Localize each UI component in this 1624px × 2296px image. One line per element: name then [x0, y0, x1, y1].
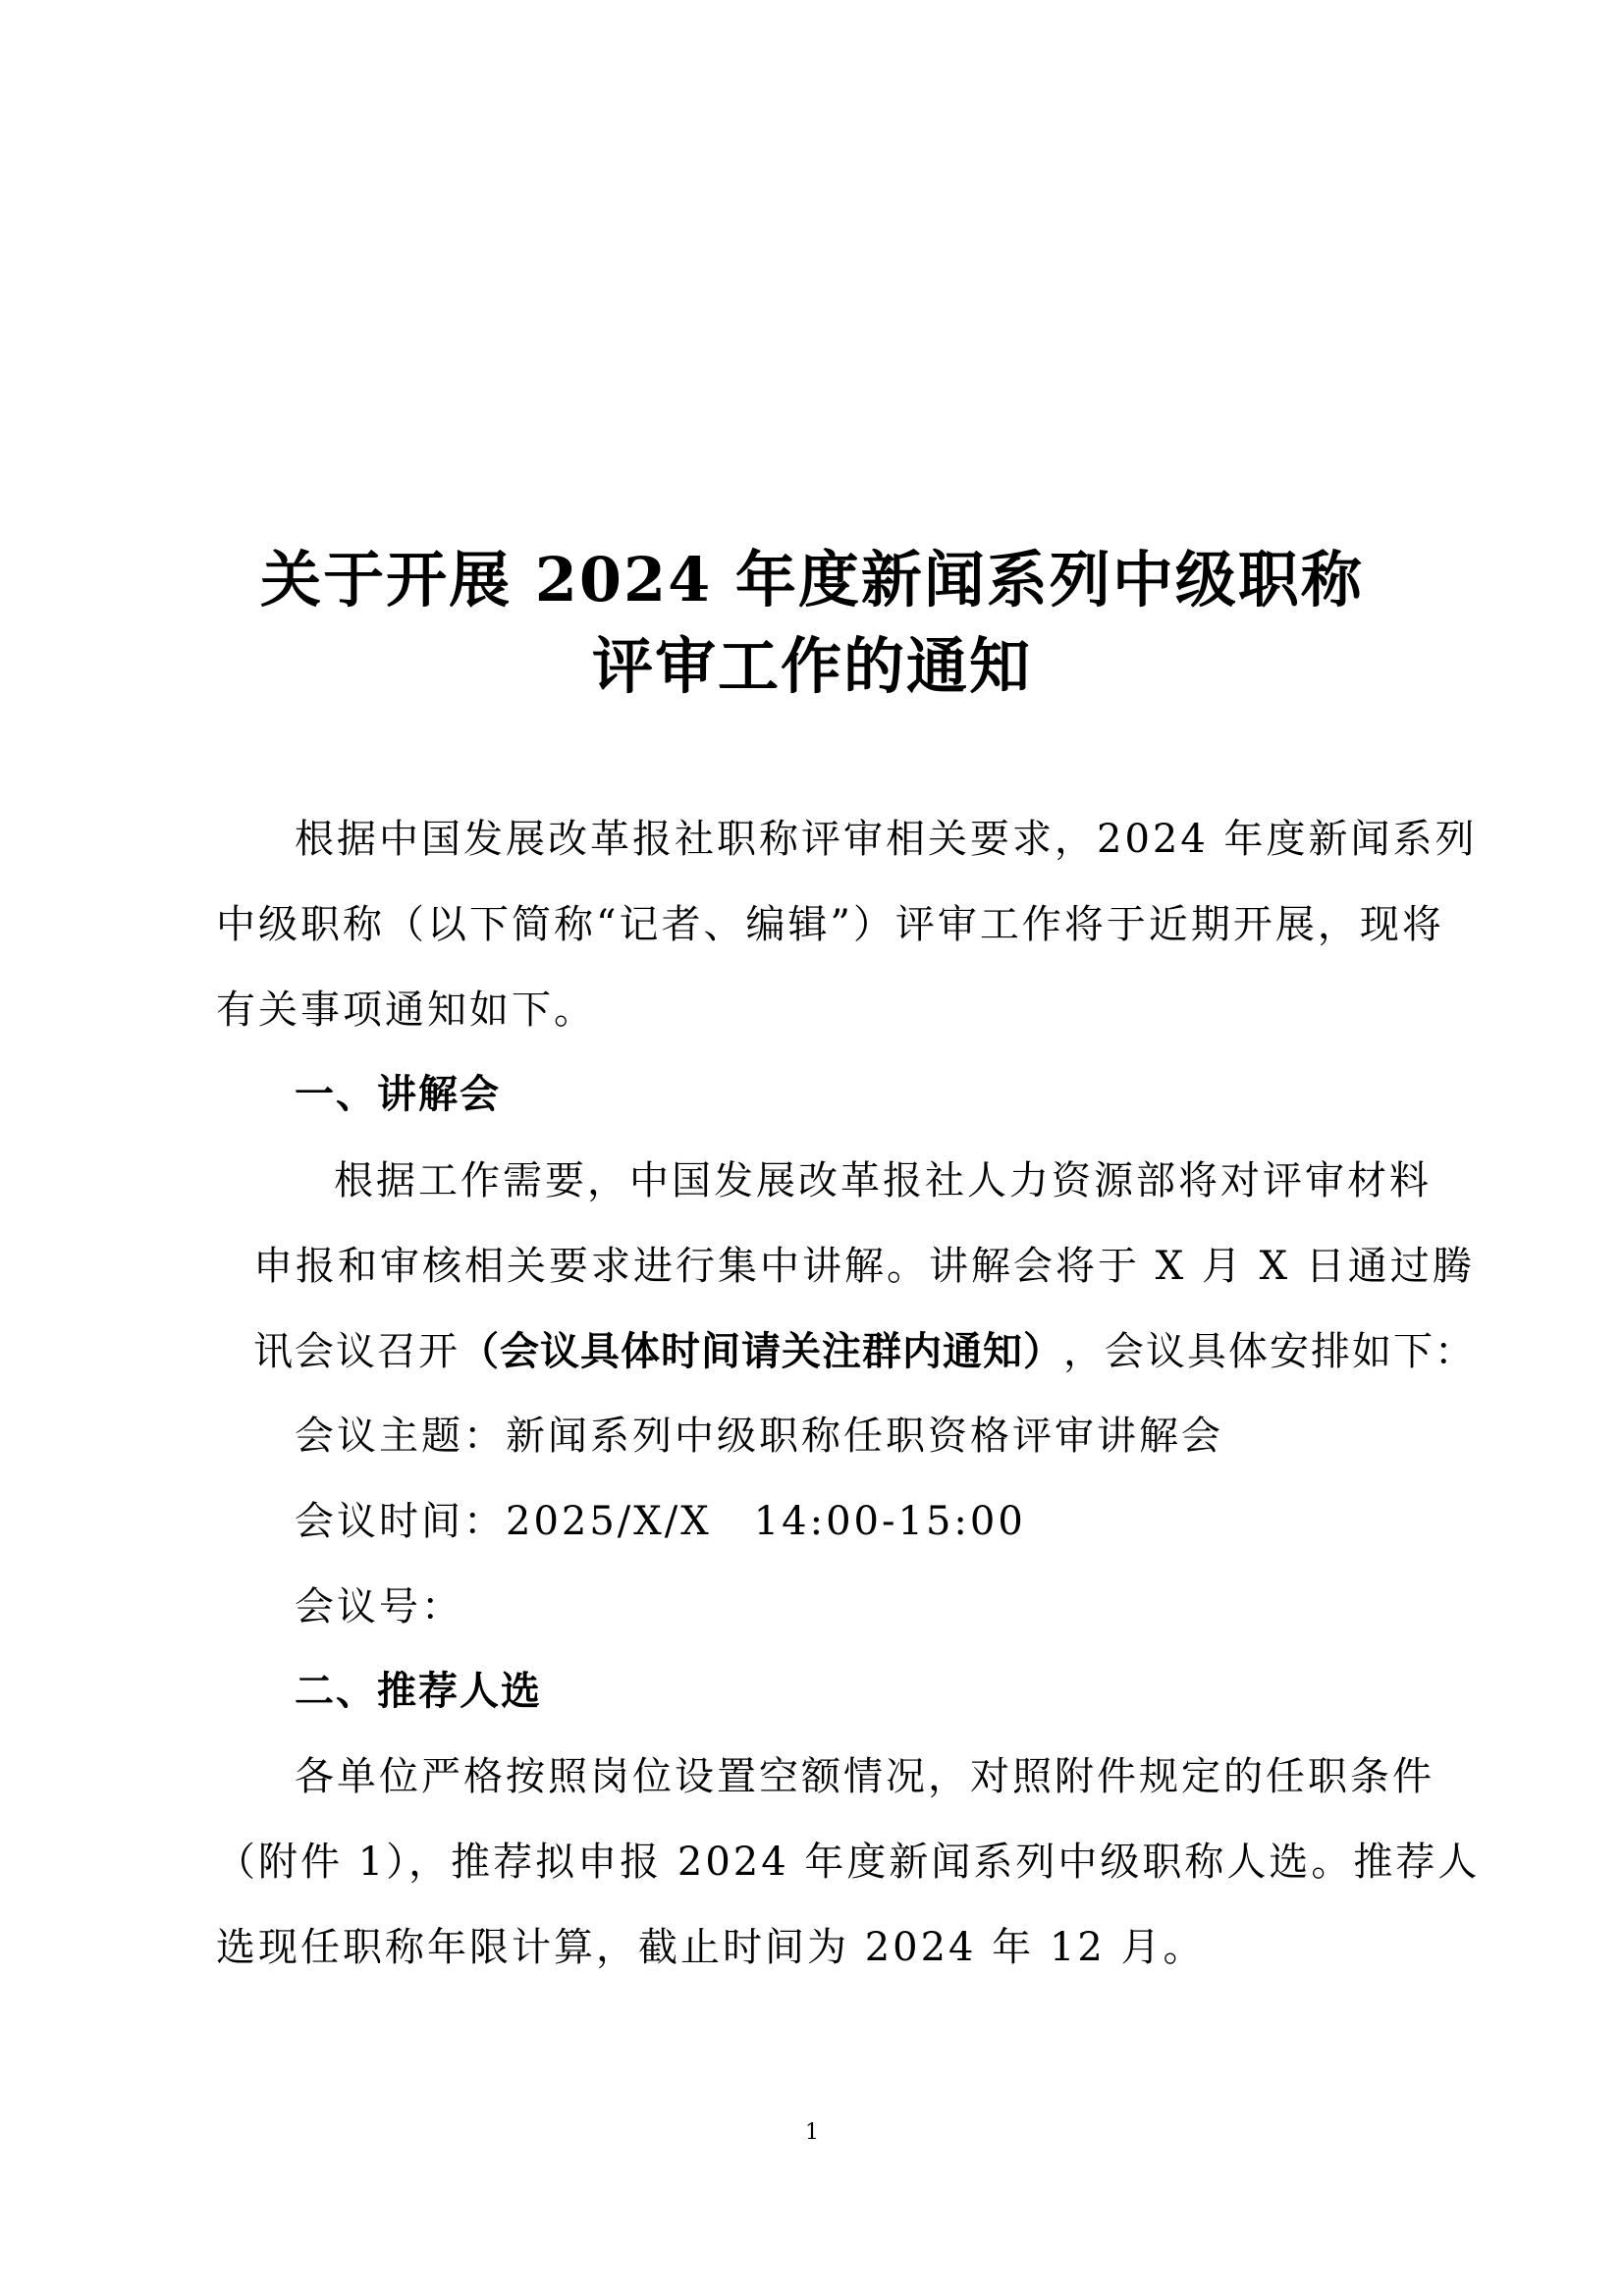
meeting-time: 会议时间：2025/X/X 14:00-15:00 [295, 1499, 1026, 1544]
meeting-id: 会议号： [295, 1584, 463, 1629]
section-1-line-3-start: 讯会议召开 [253, 1329, 460, 1374]
section-2-heading: 二、推荐人选 [295, 1669, 542, 1714]
section-1-heading: 一、讲解会 [295, 1072, 501, 1117]
section-2-line-2: （附件 1），推荐拟申报 2024 年度新闻系列中级职称人选。推荐人 [216, 1840, 1481, 1885]
section-1-line-1: 根据工作需要，中国发展改革报社人力资源部将对评审材料 [334, 1158, 1432, 1203]
section-1-line-2: 申报和审核相关要求进行集中讲解。讲解会将于 X 月 X 日通过腾 [253, 1244, 1475, 1289]
section-2-line-3: 选现任职称年限计算，截止时间为 2024 年 12 月。 [216, 1925, 1206, 1970]
section-1-line-3-end: ，会议具体安排如下： [1063, 1329, 1476, 1374]
document-title-line-2: 评审工作的通知 [591, 630, 1032, 702]
document-title-line-1: 关于开展 2024 年度新闻系列中级职称 [260, 544, 1364, 615]
section-1-notice-bold: （会议具体时间请关注群内通知） [460, 1329, 1063, 1374]
section-1-line-3 [253, 1329, 1476, 1374]
intro-line-3: 有关事项通知如下。 [216, 988, 596, 1033]
page-number: 1 [805, 2120, 819, 2145]
section-2-line-1: 各单位严格按照岗位设置空额情况，对照附件规定的任职条件 [295, 1754, 1435, 1799]
intro-line-1: 根据中国发展改革报社职称评审相关要求，2024 年度新闻系列 [295, 817, 1478, 862]
intro-line-2: 中级职称（以下简称“记者、编辑”）评审工作将于近期开展，现将 [216, 902, 1444, 947]
meeting-topic: 会议主题：新闻系列中级职称任职资格评审讲解会 [295, 1414, 1223, 1459]
